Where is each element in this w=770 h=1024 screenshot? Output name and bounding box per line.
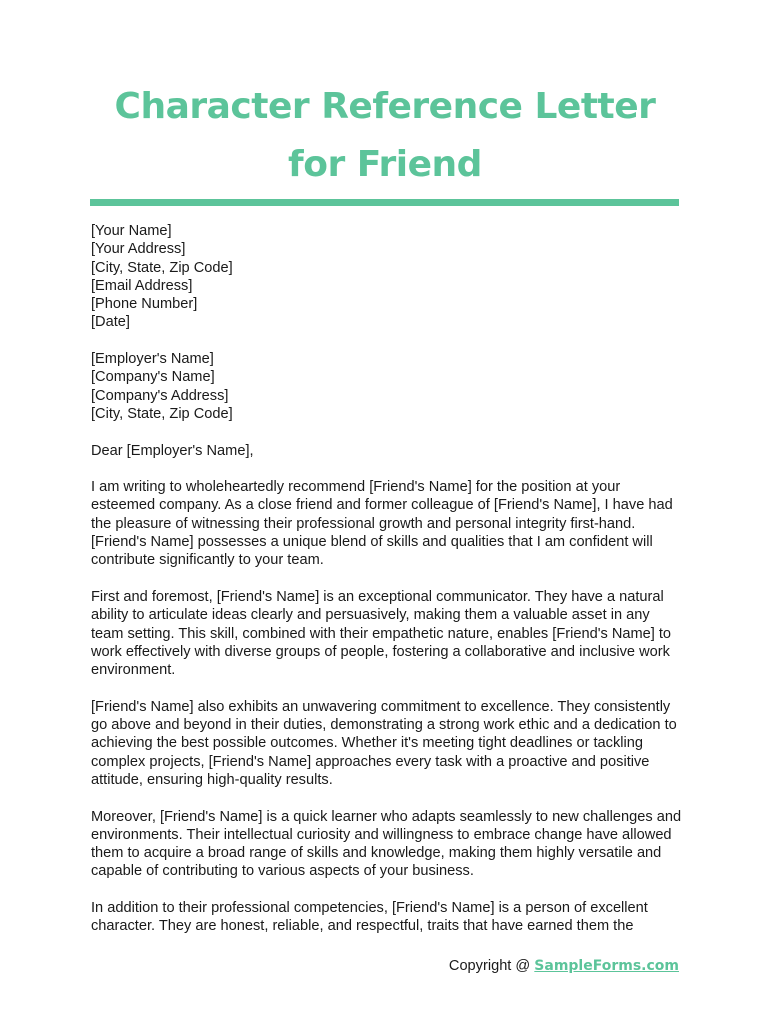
salutation: Dear [Employer's Name],	[91, 442, 254, 459]
paragraph: [Friend's Name] also exhibits an unwavering commitment to excellence. They consistently go above and beyond in their duties, demonstrating a strong work ethic and a dedication to achieving the best possible outcomes. Whether it's meeting tight deadlines or tackling complex projects, [Friend's Name] approaches every task with a proactive and positive attitude, ensuring high-quality results.	[91, 698, 677, 788]
recipient-address-block	[91, 350, 683, 423]
letter-body	[91, 222, 683, 936]
title-line-1: Character Reference Letter	[114, 86, 656, 127]
sender-line: [Your Name]	[91, 223, 172, 239]
copyright-text: Copyright @	[448, 958, 535, 974]
paragraph: In addition to their professional competencies, [Friend's Name] is a person of excellent character. They are honest, reliable, and respectful, traits that have earned them the	[91, 899, 648, 935]
sender-line: [Phone Number]	[91, 296, 198, 313]
sender-address-block	[91, 222, 683, 332]
recipient-line: [City, State, Zip Code]	[91, 405, 233, 422]
sender-line: [Your Address]	[91, 241, 186, 258]
paragraph: First and foremost, [Friend's Name] is an exceptional communicator. They have a natural ability to articulate ideas clearly and persuasively, making them a valuable asset in any team setting. This skill, combined with their empathetic nature, enables [Friend's Name] to work effectively with diverse groups of people, fostering a collaborative and inclusive work environment.	[91, 588, 672, 679]
recipient-line: [Employer's Name]	[91, 351, 214, 368]
page-title	[60, 78, 710, 194]
title-divider	[90, 199, 679, 206]
paragraph: I am writing to wholeheartedly recommend [Friend's Name] for the position at your esteemed company. As a close friend and former colleague of [Friend's Name], I have had the pleasure of witnessing their professional growth and personal integrity first-hand. [Friend's Name] possesses a unique blend of skills and qualities that I am confident will contribute significantly to your team.	[91, 479, 673, 569]
sender-line: [Date]	[91, 314, 130, 331]
sender-line: [City, State, Zip Code]	[91, 259, 233, 276]
recipient-line: [Company's Address]	[91, 387, 229, 404]
title-line-2: for Friend	[288, 144, 482, 185]
copyright-footer	[449, 958, 679, 974]
paragraph: Moreover, [Friend's Name] is a quick learner who adapts seamlessly to new challenges and environments. Their intellectual curiosity and willingness to embrace change have allowed them to acquire a broad range of skills and knowledge, making them highly versatile and capable of contributing to various aspects of your business.	[91, 808, 682, 880]
recipient-line: [Company's Name]	[91, 369, 215, 386]
sender-line: [Email Address]	[91, 277, 193, 294]
sampleforms-link[interactable]: SampleForms.com	[534, 958, 679, 974]
